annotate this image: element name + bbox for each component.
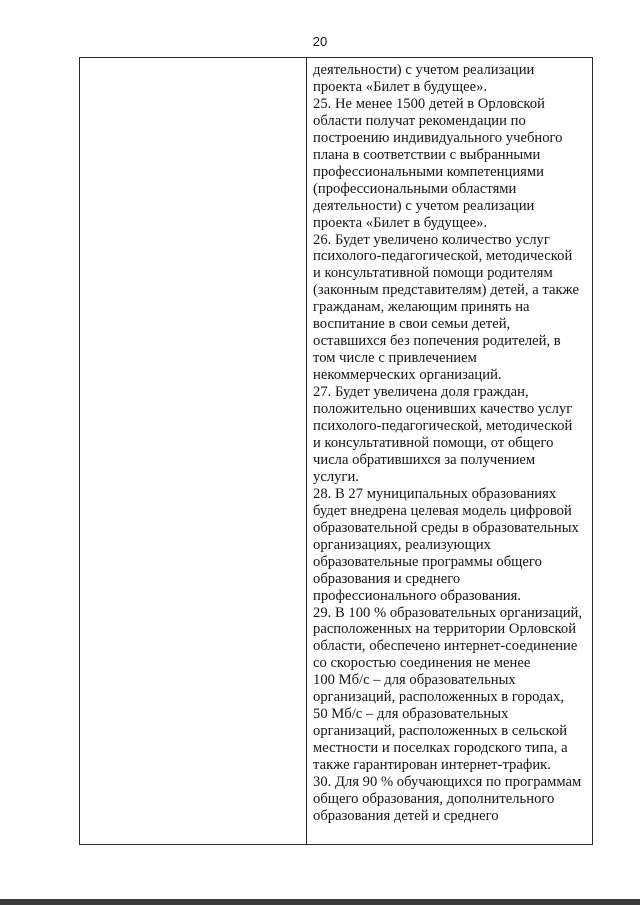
text-line: деятельности) с учетом реализации bbox=[313, 62, 535, 78]
text-line: профессиональными компетенциями bbox=[313, 163, 544, 180]
text-line: организациях, реализующих bbox=[313, 536, 491, 553]
text-line: будет внедрена целевая модель цифровой bbox=[313, 502, 572, 519]
text-line: положительно оценивших качество услуг bbox=[313, 401, 573, 418]
text-line: 26. Будет увеличено количество услуг bbox=[313, 231, 550, 248]
document-table bbox=[79, 57, 593, 845]
text-line: 50 Мб/с – для образовательных bbox=[313, 706, 509, 723]
text-line: профессионального образования. bbox=[313, 587, 522, 604]
text-line: том числе с привлечением bbox=[313, 350, 477, 367]
text-line: (законным представителям) детей, а также bbox=[313, 282, 579, 299]
text-line: оставшихся без попечения родителей, в bbox=[313, 333, 561, 350]
text-line: услуги. bbox=[313, 468, 359, 485]
text-line: области получат рекомендации по bbox=[313, 112, 526, 129]
text-line: числа обратившихся за получением bbox=[313, 451, 536, 468]
text-line: проекта «Билет в будущее». bbox=[313, 78, 488, 95]
page-number: 20 bbox=[312, 34, 328, 49]
text-line: деятельности) с учетом реализации bbox=[313, 197, 535, 214]
text-line: психолого-педагогической, методической bbox=[313, 418, 573, 435]
text-line: (профессиональными областями bbox=[313, 180, 517, 197]
text-line: 100 Мб/с – для образовательных bbox=[313, 672, 516, 689]
text-line: и консультативной помощи родителям bbox=[313, 265, 553, 282]
text-line: 25. Не менее 1500 детей в Орловской bbox=[313, 95, 545, 112]
text-line: образовательные программы общего bbox=[313, 553, 542, 570]
text-line: и консультативной помощи, от общего bbox=[313, 434, 554, 451]
text-line: некоммерческих организаций. bbox=[313, 367, 502, 384]
text-line: проекта «Билет в будущее». bbox=[313, 214, 488, 231]
text-line: образования детей и среднего bbox=[313, 807, 499, 824]
text-line: организаций, расположенных в городах, bbox=[313, 689, 564, 706]
text-line: образования и среднего bbox=[313, 570, 461, 587]
scan-bottom-edge bbox=[0, 899, 640, 905]
text-line: воспитание в свои семьи детей, bbox=[313, 316, 511, 333]
text-line: психолого-педагогической, методической bbox=[313, 248, 573, 265]
text-line: 30. Для 90 % обучающихся по программам bbox=[313, 774, 582, 791]
text-line: 28. В 27 муниципальных образованиях bbox=[313, 485, 557, 502]
text-line: также гарантирован интернет-трафик. bbox=[313, 757, 551, 774]
text-line: местности и поселках городского типа, а bbox=[313, 740, 568, 757]
text-line: со скоростью соединения не менее bbox=[313, 655, 531, 672]
text-line: расположенных на территории Орловской bbox=[313, 621, 577, 638]
text-line: гражданам, желающим принять на bbox=[313, 299, 530, 316]
text-line: 29. В 100 % образовательных организаций, bbox=[313, 604, 583, 621]
text-line: построению индивидуального учебного bbox=[313, 129, 563, 146]
text-line: 27. Будет увеличена доля граждан, bbox=[313, 384, 529, 401]
text-line: общего образования, дополнительного bbox=[313, 790, 555, 807]
text-line: области, обеспечено интернет-соединение bbox=[313, 638, 578, 655]
text-line: организаций, расположенных в сельской bbox=[313, 723, 568, 740]
text-line: плана в соответствии с выбранными bbox=[313, 146, 541, 163]
table-left-cell bbox=[80, 58, 307, 844]
table-right-cell bbox=[307, 58, 592, 844]
text-line: образовательной среды в образовательных bbox=[313, 519, 579, 536]
